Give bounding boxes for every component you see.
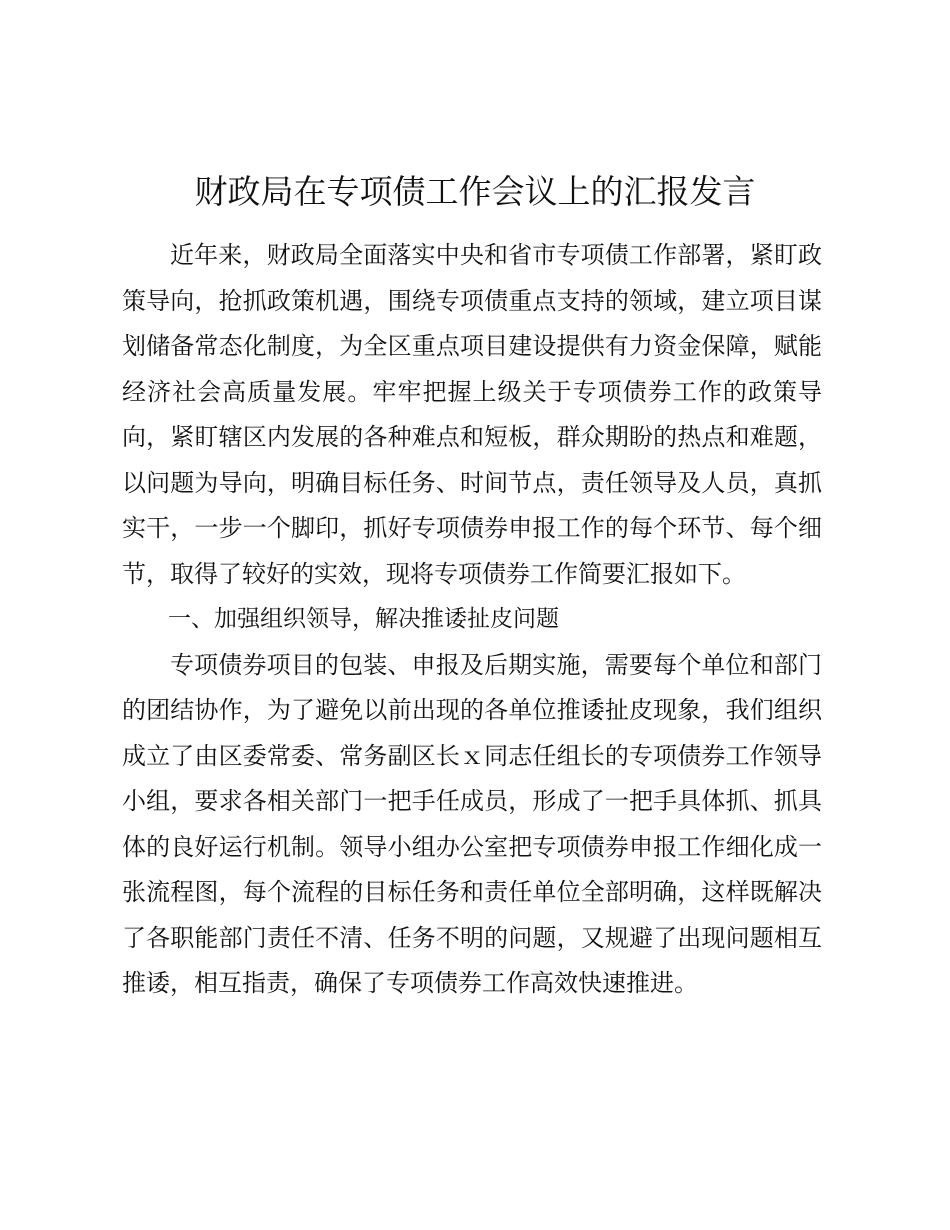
section-paragraph: 专项债券项目的包装、申报及后期实施，需要每个单位和部门的团结协作，为了避免以前出现的各单位推诿扯皮现象，我们组织成立了由区委常委、常务副区长ｘ同志任组长的专项债券工作领导小组，要求各相关部门一把手任成员，形成了一把手具体抓、抓具体的良好运行机制。领导小组办公室把专项债券申报工作细化成一张流程图，每个流程的目标任务和责任单位全部明确，这样既解决了各职能部门责任不清、任务不明的问题，又规避了出现问题相互推诿，相互指责，确保了专项债券工作高效快速推进。 xyxy=(122,650,822,997)
section-heading: 一、加强组织领导，解决推诿扯皮问题 xyxy=(168,606,559,632)
intro-paragraph: 近年来，财政局全面落实中央和省市专项债工作部署，紧盯政策导向，抢抓政策机遇，围绕专项债重点支持的领域，建立项目谋划储备常态化制度，为全区重点项目建设提供有力资金保障，赋能经济社会高质量发展。牢牢把握上级关于专项债券工作的政策导向，紧盯辖区内发展的各种难点和短板，群众期盼的热点和难题，以问题为导向，明确目标任务、时间节点，责任领导及人员，真抓实干，一步一个脚印，抓好专项债券申报工作的每个环节、每个细节，取得了较好的实效，现将专项债券工作简要汇报如下。 xyxy=(122,241,822,588)
document-body xyxy=(122,233,822,1007)
document-title: 财政局在专项债工作会议上的汇报发言 xyxy=(194,172,756,211)
